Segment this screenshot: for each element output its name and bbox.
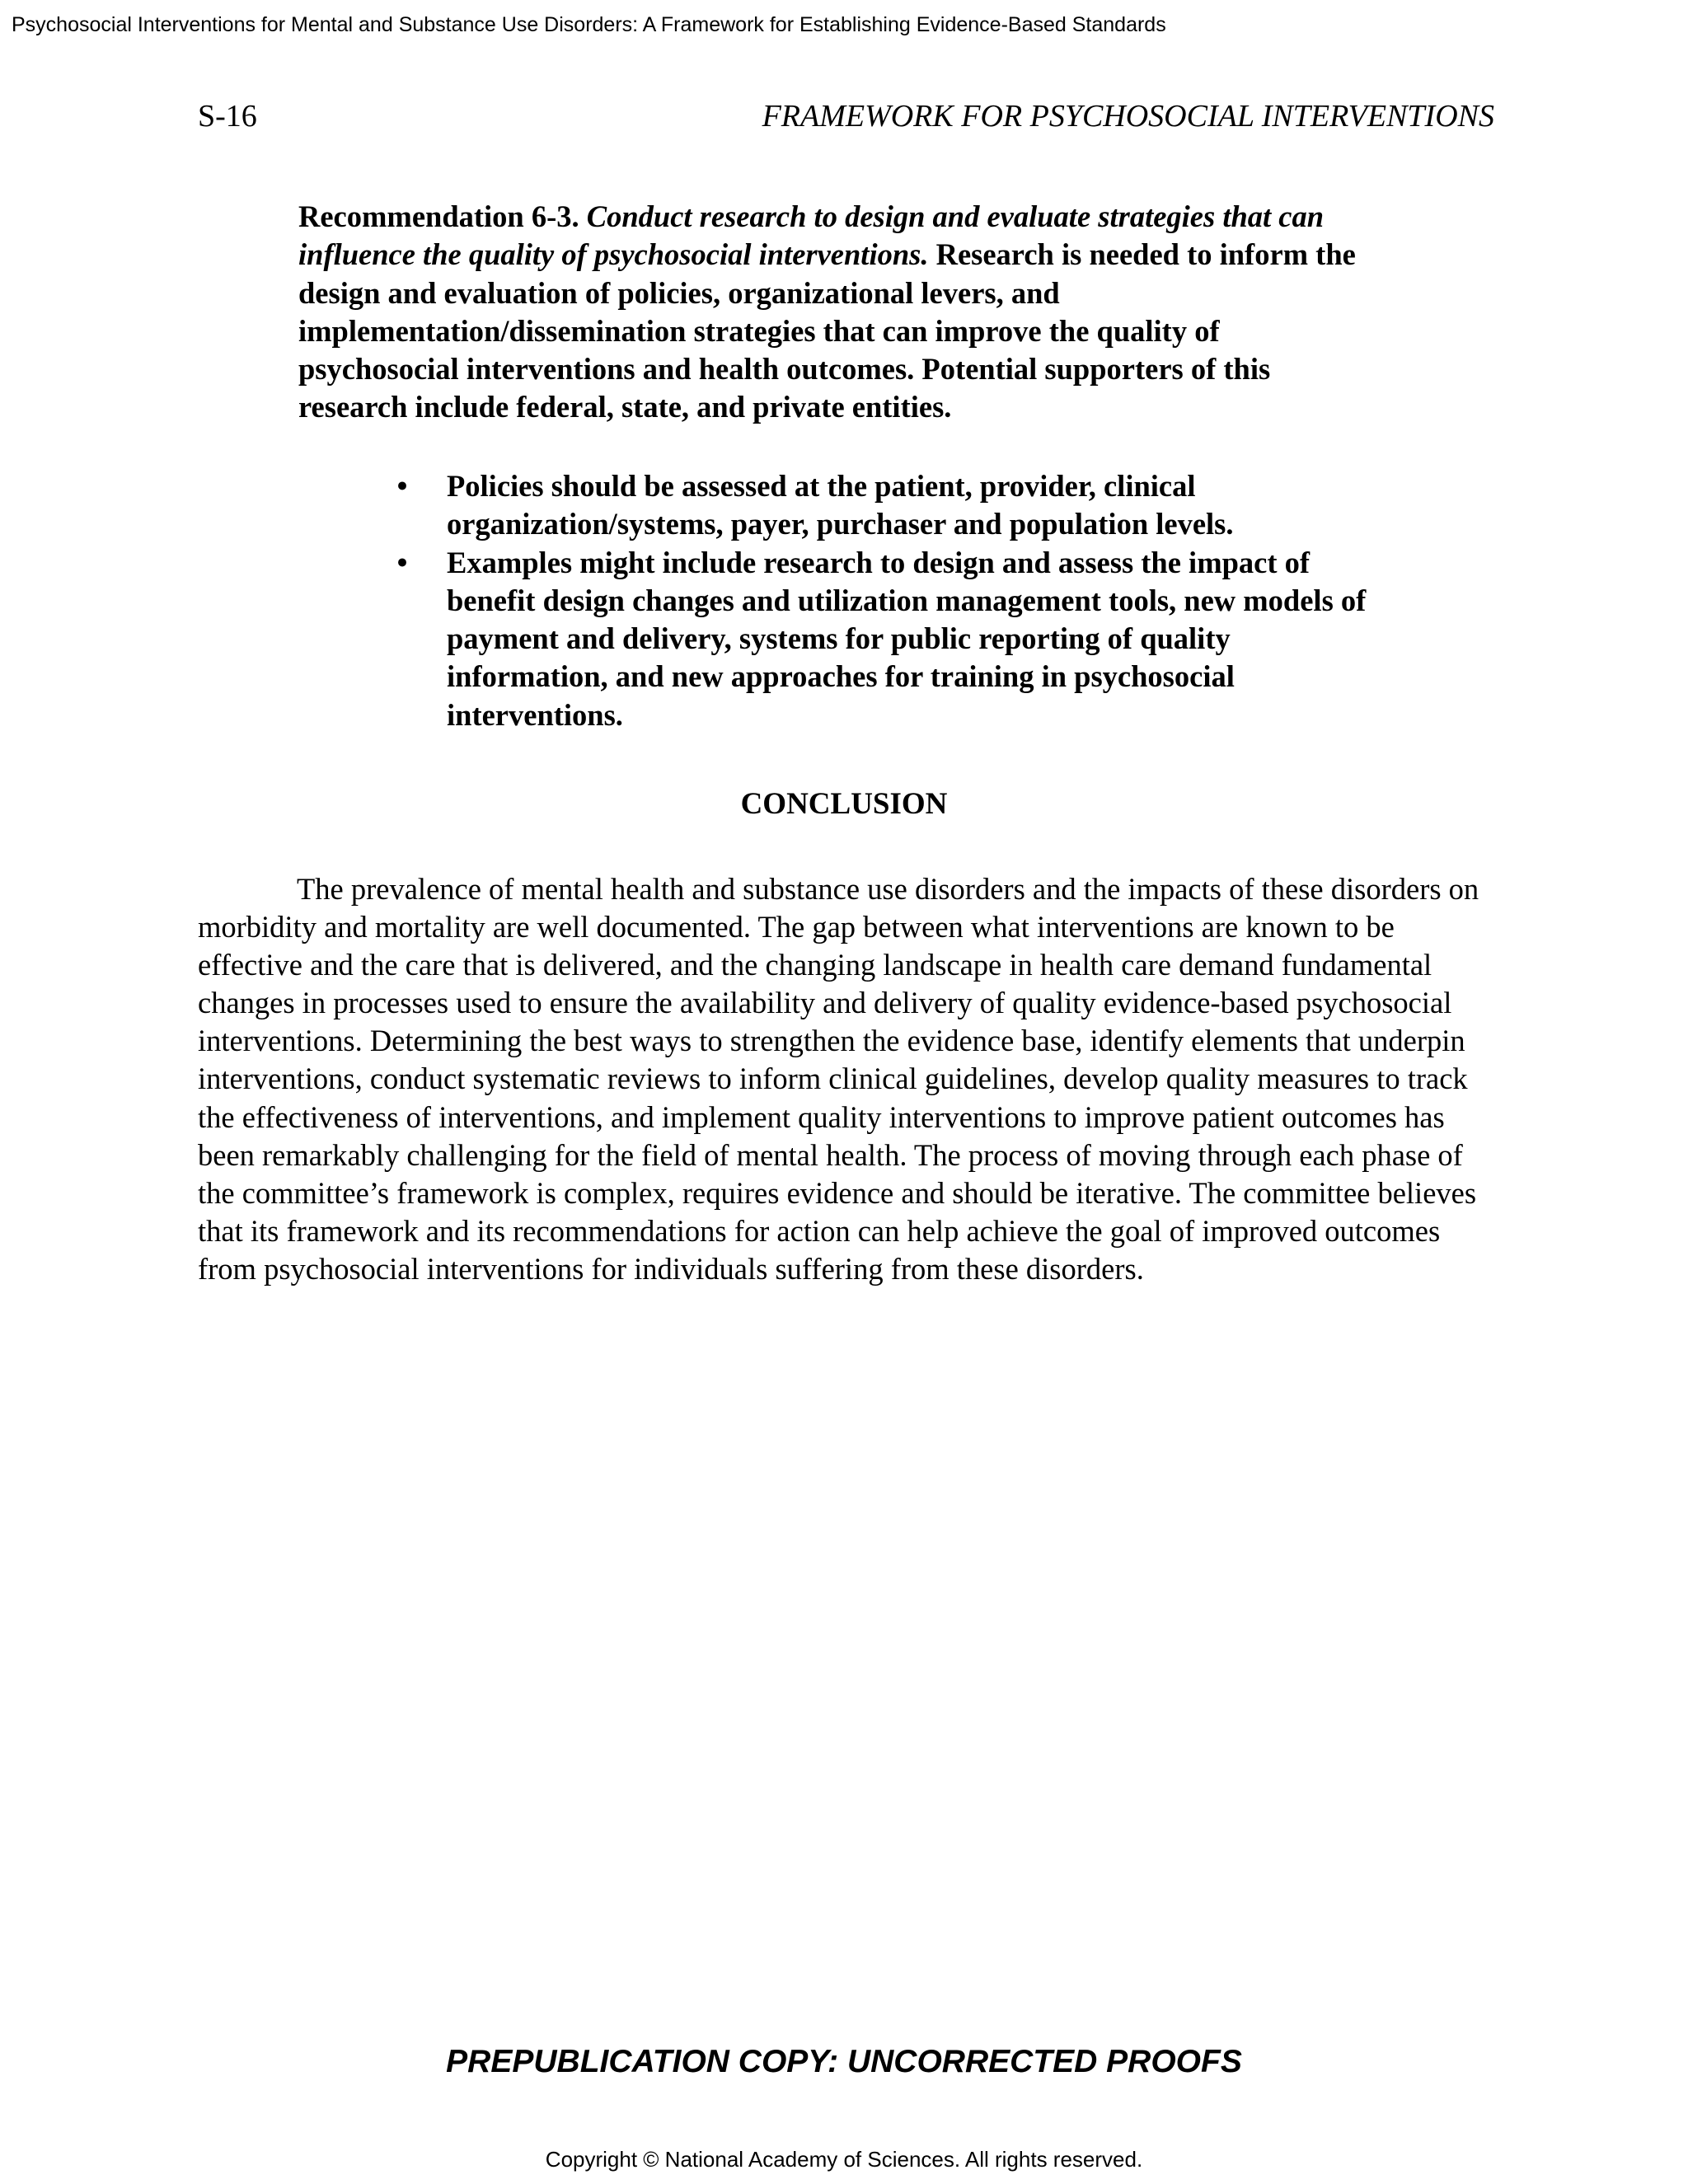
conclusion-paragraph: The prevalence of mental health and substance use disorders and the impacts of these disorders on morbidity and mortality are well documented. The gap between what interventions are known to be effective and the care that is delivered, and the changing landscape in health care demand fundamental changes in processes used to ensure the availability and delivery of quality evidence-based psychosocial interventions. Determining the best ways to strengthen the evidence base, identify elements that underpin interventions, conduct systematic reviews to inform clinical guidelines, develop quality measures to track the effectiveness of interventions, and implement quality interventions to improve patient outcomes has been remarkably challenging for the field of mental health. The process of moving through each phase of the committee’s framework is complex, requires evidence and should be iterative. The committee believes that its framework and its recommendations for action can help achieve the goal of improved outcomes from psychosocial interventions for individuals suffering from these disorders. bbox=[198, 872, 1479, 1286]
recommendation-paragraph bbox=[298, 198, 1386, 427]
page-number: S-16 bbox=[198, 99, 257, 134]
document-banner-title: Psychosocial Interventions for Mental and Substance Use Disorders: A Framework for Establishing Evidence-Based Standards bbox=[12, 13, 1166, 36]
bullet-item bbox=[394, 544, 1383, 734]
bullet-icon: • bbox=[396, 545, 408, 579]
recommendation-body: Research is needed to inform the design and evaluation of policies, organizational levers, and implementation/dissemination strategies that can improve the quality of psychosocial interventions and health outcomes. Potential supporters of this research include federal, state, and private entities. bbox=[298, 237, 1356, 424]
recommendation-bullet-list bbox=[394, 467, 1383, 734]
bullet-text: Policies should be assessed at the patient, provider, clinical organization/systems, payer, purchaser and population levels. bbox=[447, 469, 1234, 541]
bullet-text: Examples might include research to design and assess the impact of benefit design changes and utilization management tools, new models of payment and delivery, systems for public reporting of quality information, and new approaches for training in psychosocial interventions. bbox=[447, 545, 1367, 732]
recommendation-italic-lead: Conduct research to design and evaluate strategies that can influence the quality of psychosocial interventions. bbox=[298, 199, 1325, 272]
conclusion-heading: CONCLUSION bbox=[740, 787, 948, 821]
bullet-item bbox=[394, 467, 1383, 544]
copyright-notice: Copyright © National Academy of Sciences. All rights reserved. bbox=[545, 2147, 1143, 2172]
running-head: FRAMEWORK FOR PSYCHOSOCIAL INTERVENTIONS bbox=[762, 99, 1494, 134]
bullet-icon: • bbox=[396, 469, 408, 503]
prepublication-notice: PREPUBLICATION COPY: UNCORRECTED PROOFS bbox=[446, 2044, 1242, 2079]
recommendation-label: Recommendation 6-3. bbox=[298, 199, 587, 233]
